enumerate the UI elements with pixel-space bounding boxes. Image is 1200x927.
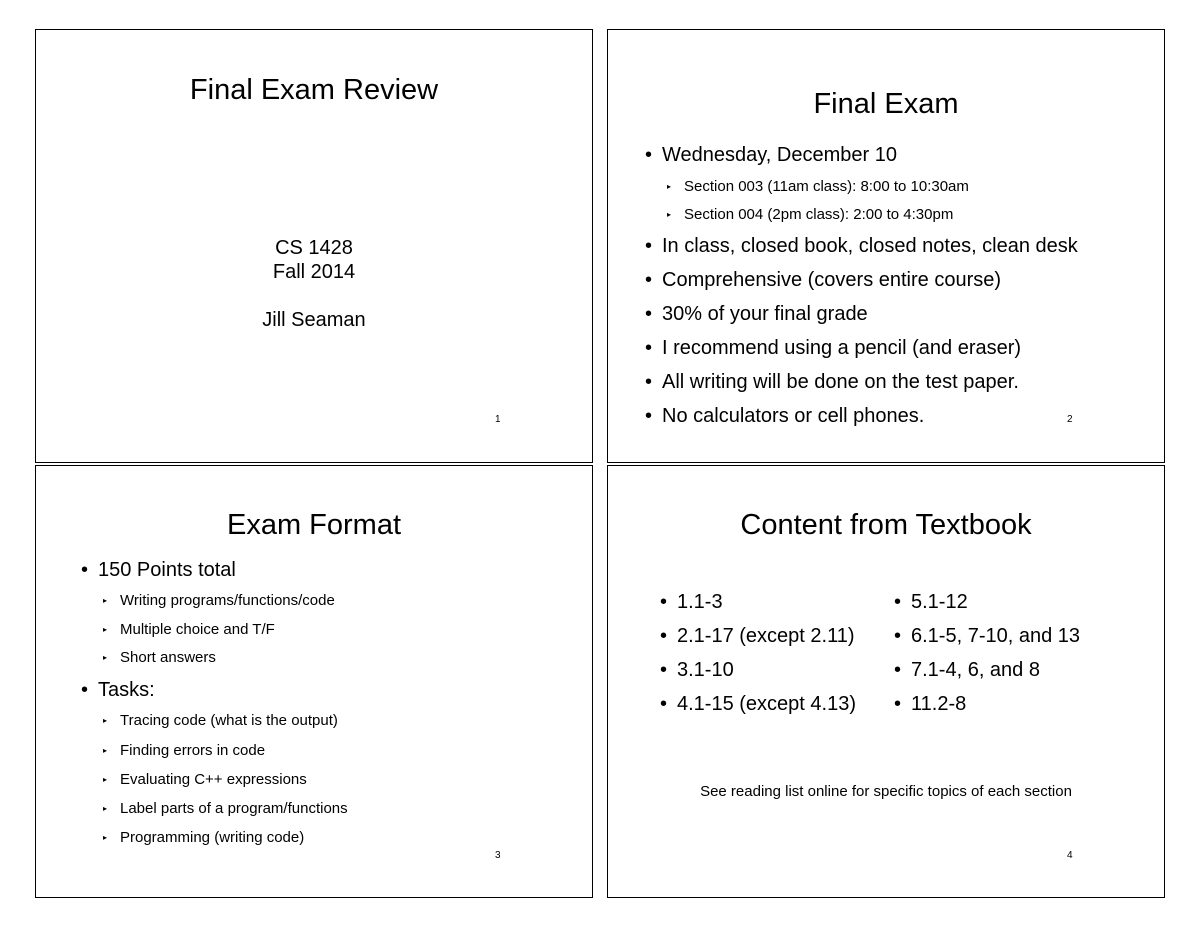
sub-bullet-item bbox=[103, 800, 348, 817]
right-column-item bbox=[894, 659, 1040, 682]
sub-bullet-icon: ▸ bbox=[103, 625, 108, 634]
bullet-icon: • bbox=[894, 693, 902, 715]
sub-bullet-item bbox=[103, 771, 307, 788]
bullet-icon: • bbox=[660, 625, 668, 647]
bullet-text: No calculators or cell phones. bbox=[662, 405, 925, 427]
sub-bullet-item bbox=[103, 742, 265, 759]
sub-bullet-text: Tracing code (what is the output) bbox=[120, 712, 338, 729]
bullet-icon: • bbox=[645, 303, 653, 325]
sub-bullet-item bbox=[103, 829, 304, 846]
bullet-text: Tasks: bbox=[98, 679, 155, 701]
bullet-icon: • bbox=[660, 591, 668, 613]
bullet-item bbox=[645, 269, 1001, 292]
slide-4 bbox=[607, 465, 1165, 898]
bullet-text: 5.1-12 bbox=[911, 591, 968, 613]
course-code: CS 1428 bbox=[275, 237, 353, 259]
sub-bullet-icon: ▸ bbox=[103, 775, 108, 784]
bullet-text: Comprehensive (covers entire course) bbox=[662, 269, 1002, 291]
bullet-text: In class, closed book, closed notes, clean desk bbox=[662, 235, 1078, 257]
page-number: 3 bbox=[495, 850, 501, 861]
bullet-text: 150 Points total bbox=[98, 559, 236, 581]
sub-bullet-icon: ▸ bbox=[103, 804, 108, 813]
sub-bullet-text: Section 003 (11am class): 8:00 to 10:30am bbox=[684, 178, 969, 195]
bullet-icon: • bbox=[660, 693, 668, 715]
bullet-item bbox=[645, 303, 868, 326]
sub-bullet-text: Programming (writing code) bbox=[120, 829, 305, 846]
slide-title: Final Exam Review bbox=[189, 74, 439, 106]
bullet-text: I recommend using a pencil (and eraser) bbox=[662, 337, 1022, 359]
sub-bullet-text: Writing programs/functions/code bbox=[120, 592, 335, 609]
bullet-icon: • bbox=[81, 679, 89, 701]
bullet-text: Wednesday, December 10 bbox=[662, 144, 897, 166]
bullet-icon: • bbox=[660, 659, 668, 681]
bullet-text: 1.1-3 bbox=[677, 591, 723, 613]
bullet-icon: • bbox=[894, 659, 902, 681]
reading-list-note: See reading list online for specific topics of each section bbox=[700, 783, 1072, 800]
bullet-icon: • bbox=[645, 405, 653, 427]
sub-bullet-icon: ▸ bbox=[103, 716, 108, 725]
bullet-icon: • bbox=[645, 371, 653, 393]
slide-title: Content from Textbook bbox=[740, 509, 1032, 541]
sub-bullet-item bbox=[103, 712, 338, 729]
slide-title: Exam Format bbox=[226, 509, 402, 541]
bullet-text: 7.1-4, 6, and 8 bbox=[911, 659, 1040, 681]
bullet-item bbox=[645, 337, 1021, 360]
right-column-item bbox=[894, 591, 968, 614]
left-column-item bbox=[660, 591, 723, 614]
left-column-item bbox=[660, 625, 855, 648]
bullet-text: 3.1-10 bbox=[677, 659, 734, 681]
bullet-icon: • bbox=[645, 235, 653, 257]
sub-bullet-text: Section 004 (2pm class): 2:00 to 4:30pm bbox=[684, 206, 954, 223]
slide-3 bbox=[35, 465, 593, 898]
slide-2 bbox=[607, 29, 1165, 463]
sub-bullet-text: Finding errors in code bbox=[120, 742, 266, 759]
sub-bullet-icon: ▸ bbox=[667, 210, 672, 219]
bullet-text: 4.1-15 (except 4.13) bbox=[677, 693, 856, 715]
bullet-icon: • bbox=[894, 625, 902, 647]
bullet-item bbox=[645, 235, 1078, 258]
bullet-item bbox=[645, 371, 1019, 394]
bullet-text: All writing will be done on the test paper. bbox=[662, 371, 1019, 393]
sub-bullet-item bbox=[103, 592, 335, 609]
bullet-item bbox=[81, 559, 236, 582]
page-number: 4 bbox=[1067, 850, 1073, 861]
sub-bullet-icon: ▸ bbox=[103, 653, 108, 662]
bullet-icon: • bbox=[894, 591, 902, 613]
sub-bullet-item bbox=[667, 206, 953, 223]
sub-bullet-item bbox=[103, 621, 275, 638]
bullet-icon: • bbox=[81, 559, 89, 581]
sub-bullet-text: Label parts of a program/functions bbox=[120, 800, 348, 817]
sub-bullet-text: Evaluating C++ expressions bbox=[120, 771, 307, 788]
sub-bullet-icon: ▸ bbox=[667, 182, 672, 191]
slide-title: Final Exam bbox=[813, 88, 959, 120]
sub-bullet-icon: ▸ bbox=[103, 596, 108, 605]
sub-bullet-text: Multiple choice and T/F bbox=[120, 621, 275, 638]
right-column-item bbox=[894, 693, 966, 716]
bullet-item bbox=[645, 405, 924, 428]
sub-bullet-icon: ▸ bbox=[103, 833, 108, 842]
sub-bullet-icon: ▸ bbox=[103, 746, 108, 755]
left-column-item bbox=[660, 659, 734, 682]
bullet-icon: • bbox=[645, 337, 653, 359]
bullet-text: 11.2-8 bbox=[911, 693, 967, 715]
bullet-item bbox=[81, 679, 155, 702]
page-number: 2 bbox=[1067, 414, 1073, 425]
sub-bullet-item bbox=[103, 649, 216, 666]
page-number: 1 bbox=[495, 414, 501, 425]
author-name: Jill Seaman bbox=[262, 309, 366, 331]
bullet-text: 6.1-5, 7-10, and 13 bbox=[911, 625, 1081, 647]
course-term: Fall 2014 bbox=[272, 261, 356, 283]
right-column-item bbox=[894, 625, 1080, 648]
bullet-item bbox=[645, 144, 897, 167]
bullet-text: 30% of your final grade bbox=[662, 303, 868, 325]
slide-1 bbox=[35, 29, 593, 463]
bullet-icon: • bbox=[645, 269, 653, 291]
bullet-text: 2.1-17 (except 2.11) bbox=[677, 625, 855, 647]
left-column-item bbox=[660, 693, 856, 716]
sub-bullet-text: Short answers bbox=[120, 649, 216, 666]
sub-bullet-item bbox=[667, 178, 969, 195]
bullet-icon: • bbox=[645, 144, 653, 166]
